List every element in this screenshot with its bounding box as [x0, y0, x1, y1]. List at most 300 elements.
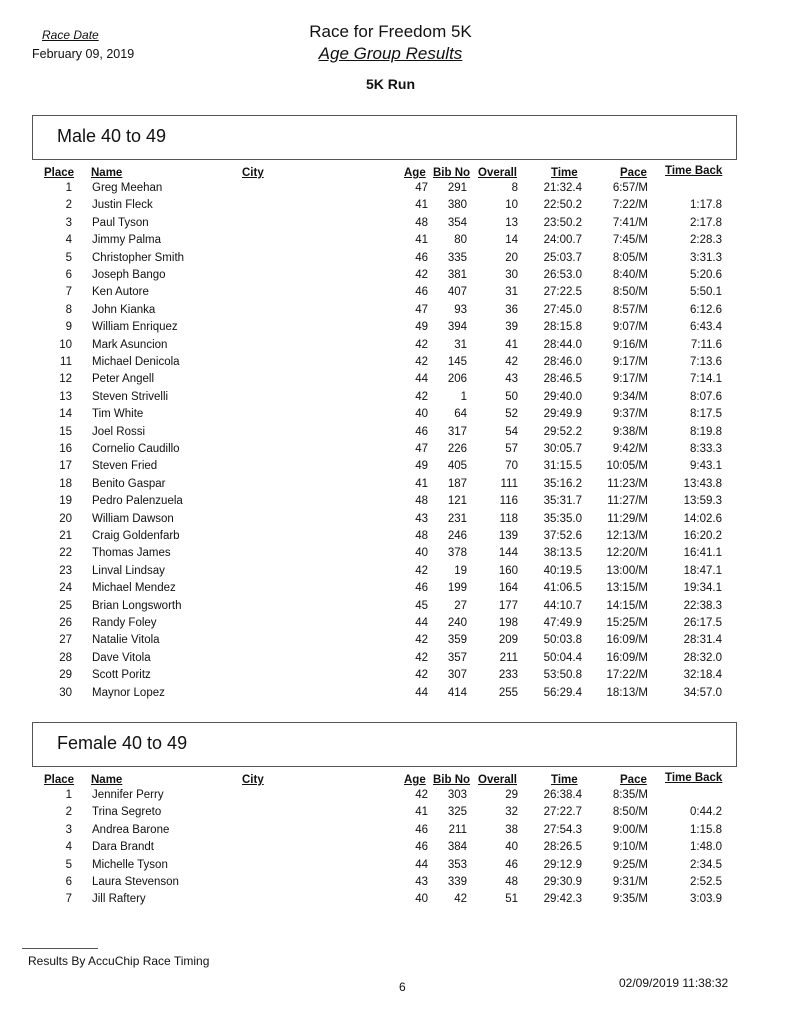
cell-age: 47	[415, 182, 428, 194]
cell-time: 28:46.5	[543, 373, 582, 386]
cell-overall: 118	[499, 512, 518, 525]
cell-age: 40	[415, 547, 428, 560]
cell-age: 48	[415, 530, 428, 542]
cell-name: Steven Fried	[92, 460, 158, 473]
column-header-age: Age	[404, 167, 426, 179]
cell-time: 40:19.5	[543, 564, 582, 577]
cell-time-back: 1:17.8	[690, 199, 722, 212]
cell-name: Peter Angell	[92, 373, 155, 386]
cell-bib: 307	[447, 669, 467, 682]
result-row	[0, 373, 791, 390]
cell-name: Brian Longsworth	[92, 599, 182, 612]
cell-pace: 6:57/M	[612, 182, 648, 194]
cell-age: 42	[415, 356, 428, 368]
cell-place: 5	[65, 858, 72, 871]
cell-time-back: 7:11.6	[690, 338, 722, 351]
cell-overall: 51	[505, 893, 518, 906]
result-row	[0, 286, 791, 303]
cell-bib: 407	[447, 286, 467, 299]
cell-pace: 11:27/M	[607, 495, 648, 508]
cell-pace: 10:05/M	[606, 460, 648, 473]
cell-bib: 339	[447, 876, 467, 888]
cell-place: 2	[65, 806, 72, 819]
result-row	[0, 182, 791, 199]
cell-time-back: 18:47.1	[683, 564, 722, 577]
cell-name: Joseph Bango	[92, 269, 166, 281]
cell-name: Linval Lindsay	[92, 564, 165, 577]
cell-age: 42	[415, 564, 428, 577]
cell-time: 27:22.5	[543, 286, 582, 299]
cell-overall: 54	[505, 425, 518, 438]
cell-time-back: 16:20.2	[683, 530, 722, 542]
cell-name: Laura Stevenson	[92, 876, 179, 888]
cell-place: 30	[59, 686, 72, 699]
page-subtitle: Age Group Results	[318, 44, 463, 63]
result-row	[0, 495, 791, 512]
cell-name: Michelle Tyson	[92, 858, 168, 871]
cell-place: 25	[59, 599, 72, 612]
cell-name: Maynor Lopez	[92, 686, 165, 699]
cell-overall: 255	[498, 686, 518, 699]
cell-place: 11	[60, 356, 72, 368]
cell-bib: 19	[454, 564, 467, 577]
cell-bib: 226	[447, 443, 467, 455]
cell-age: 41	[415, 234, 428, 247]
cell-time: 41:06.5	[543, 582, 582, 595]
result-row	[0, 687, 791, 704]
cell-age: 46	[415, 823, 428, 836]
cell-age: 42	[415, 634, 428, 647]
cell-name: Cornelio Caudillo	[92, 443, 180, 455]
cell-age: 42	[415, 338, 428, 351]
cell-overall: 8	[511, 182, 518, 194]
cell-age: 47	[415, 443, 428, 455]
cell-overall: 70	[505, 460, 518, 473]
page-title: Race for Freedom 5K	[309, 22, 472, 41]
cell-time: 29:49.9	[543, 408, 582, 421]
column-header-pace: Pace	[620, 167, 647, 179]
cell-bib: 80	[454, 234, 467, 247]
cell-time-back: 0:44.2	[690, 806, 722, 819]
cell-overall: 233	[498, 669, 518, 682]
cell-time-back: 34:57.0	[683, 686, 722, 699]
cell-pace: 13:00/M	[606, 564, 648, 577]
cell-time: 28:15.8	[543, 321, 582, 334]
cell-place: 6	[65, 269, 72, 281]
cell-place: 18	[59, 477, 72, 490]
race-date-label: Race Date	[42, 28, 99, 42]
cell-overall: 39	[505, 321, 518, 334]
cell-pace: 7:45/M	[612, 234, 648, 247]
cell-bib: 354	[447, 216, 467, 229]
cell-place: 4	[65, 841, 72, 854]
cell-time: 22:50.2	[543, 199, 582, 212]
result-row	[0, 876, 791, 893]
cell-overall: 10	[505, 199, 518, 212]
cell-age: 44	[415, 858, 428, 871]
cell-age: 41	[415, 199, 428, 212]
cell-place: 24	[59, 582, 72, 595]
cell-time-back: 13:43.8	[683, 477, 722, 490]
cell-time: 50:04.4	[543, 651, 582, 664]
cell-place: 16	[59, 443, 72, 455]
cell-time-back: 2:52.5	[690, 876, 722, 888]
column-header-age: Age	[404, 774, 426, 786]
cell-age: 46	[415, 251, 428, 264]
result-row	[0, 824, 791, 841]
cell-pace: 8:35/M	[612, 789, 648, 801]
cell-pace: 16:09/M	[606, 651, 648, 664]
cell-pace: 9:25/M	[612, 858, 648, 871]
cell-pace: 9:00/M	[612, 823, 648, 836]
cell-time: 27:45.0	[543, 303, 582, 316]
cell-place: 28	[59, 651, 72, 664]
cell-pace: 9:38/M	[612, 425, 648, 438]
cell-bib: 414	[447, 686, 467, 699]
cell-name: Pedro Palenzuela	[92, 495, 183, 508]
cell-bib: 1	[460, 390, 467, 403]
result-row	[0, 806, 791, 823]
cell-time-back: 32:18.4	[683, 669, 722, 682]
cell-overall: 38	[505, 823, 518, 836]
cell-bib: 335	[447, 251, 467, 264]
cell-overall: 211	[499, 651, 518, 664]
cell-pace: 9:10/M	[612, 841, 648, 854]
cell-time: 26:53.0	[543, 269, 582, 281]
cell-name: Scott Poritz	[92, 669, 151, 682]
cell-overall: 40	[505, 841, 518, 854]
cell-name: Jill Raftery	[92, 893, 146, 906]
column-header-overall: Overall	[478, 774, 517, 786]
cell-place: 21	[59, 530, 72, 542]
cell-name: Jimmy Palma	[92, 234, 162, 247]
cell-pace: 17:22/M	[606, 669, 648, 682]
result-row	[0, 408, 791, 425]
cell-time-back: 13:59.3	[683, 495, 722, 508]
cell-time: 50:03.8	[543, 634, 582, 647]
cell-pace: 8:57/M	[612, 303, 648, 316]
cell-name: Mark Asuncion	[92, 338, 168, 351]
result-row	[0, 582, 791, 599]
result-row	[0, 234, 791, 251]
cell-place: 19	[59, 495, 72, 508]
cell-bib: 384	[447, 841, 467, 854]
result-row	[0, 530, 791, 547]
cell-overall: 13	[505, 216, 518, 229]
print-timestamp: 02/09/2019 11:38:32	[619, 976, 729, 990]
cell-bib: 317	[447, 425, 467, 438]
cell-age: 49	[415, 321, 428, 334]
cell-pace: 8:50/M	[612, 286, 648, 299]
cell-overall: 41	[505, 338, 518, 351]
cell-bib: 42	[454, 893, 467, 906]
cell-pace: 18:13/M	[606, 686, 648, 699]
cell-overall: 52	[505, 408, 518, 421]
cell-place: 12	[59, 373, 72, 386]
cell-name: Paul Tyson	[92, 216, 149, 229]
cell-place: 14	[59, 408, 72, 421]
cell-time-back: 14:02.6	[683, 512, 722, 525]
cell-name: Dave Vitola	[92, 651, 151, 664]
cell-time: 29:52.2	[543, 425, 582, 438]
cell-time-back: 8:33.3	[690, 443, 722, 455]
group-title: Male 40 to 49	[57, 126, 167, 146]
column-header-place: Place	[44, 167, 75, 179]
result-row	[0, 321, 791, 338]
result-row	[0, 789, 791, 806]
cell-place: 6	[65, 876, 72, 888]
cell-overall: 42	[505, 356, 518, 368]
column-header-place: Place	[44, 774, 75, 786]
cell-time: 23:50.2	[543, 216, 582, 229]
cell-name: Justin Fleck	[92, 199, 153, 212]
cell-time: 35:31.7	[543, 495, 582, 508]
cell-age: 41	[415, 806, 428, 819]
cell-bib: 31	[454, 338, 467, 351]
cell-bib: 359	[447, 634, 467, 647]
cell-pace: 15:25/M	[606, 617, 648, 629]
cell-overall: 164	[498, 582, 518, 595]
column-header-city: City	[242, 167, 264, 179]
cell-pace: 7:41/M	[612, 216, 648, 229]
result-row	[0, 652, 791, 669]
cell-place: 1	[65, 789, 72, 801]
cell-age: 42	[415, 789, 428, 801]
column-header-name: Name	[91, 774, 123, 786]
cell-bib: 381	[447, 269, 467, 281]
result-row	[0, 217, 791, 234]
result-row	[0, 893, 791, 910]
cell-name: Christopher Smith	[92, 251, 185, 264]
cell-overall: 198	[498, 617, 518, 629]
cell-bib: 405	[447, 460, 467, 473]
cell-overall: 30	[505, 269, 518, 281]
group-header-box	[32, 115, 737, 160]
result-row	[0, 669, 791, 686]
column-header-time: Time	[551, 167, 578, 179]
cell-name: Michael Mendez	[92, 582, 176, 595]
cell-pace: 9:17/M	[612, 373, 648, 386]
column-header-city: City	[242, 774, 264, 786]
cell-bib: 93	[454, 303, 467, 316]
cell-overall: 31	[505, 286, 518, 299]
cell-place: 17	[59, 460, 72, 473]
cell-name: John Kianka	[92, 303, 156, 316]
column-header-bib: Bib No	[433, 774, 471, 786]
race-date: February 09, 2019	[32, 47, 135, 61]
cell-time-back: 7:13.6	[690, 356, 722, 368]
cell-bib: 325	[447, 806, 467, 819]
cell-overall: 32	[505, 806, 518, 819]
cell-place: 3	[65, 216, 72, 229]
cell-name: Andrea Barone	[92, 823, 170, 836]
cell-time: 28:46.0	[543, 356, 582, 368]
cell-overall: 36	[505, 303, 518, 316]
cell-time-back: 26:17.5	[683, 617, 722, 629]
cell-time: 35:16.2	[543, 477, 582, 490]
cell-age: 40	[415, 893, 428, 906]
cell-time-back: 16:41.1	[683, 547, 722, 560]
column-header-time-back: Time Back	[665, 772, 723, 784]
cell-time: 37:52.6	[543, 530, 582, 542]
cell-place: 15	[59, 425, 72, 438]
footer-divider	[22, 948, 98, 949]
cell-place: 8	[65, 303, 72, 316]
column-header-pace: Pace	[620, 774, 647, 786]
cell-bib: 353	[447, 858, 467, 871]
cell-pace: 11:23/M	[607, 477, 648, 490]
result-row	[0, 617, 791, 634]
cell-bib: 380	[447, 199, 467, 212]
cell-place: 2	[65, 199, 72, 212]
cell-name: William Dawson	[92, 512, 174, 525]
cell-time: 29:42.3	[543, 893, 582, 906]
cell-pace: 8:50/M	[612, 806, 648, 819]
cell-bib: 199	[447, 582, 467, 595]
cell-place: 20	[59, 512, 72, 525]
cell-place: 5	[65, 251, 72, 264]
cell-bib: 240	[447, 617, 467, 629]
result-row	[0, 478, 791, 495]
result-row	[0, 426, 791, 443]
result-row	[0, 565, 791, 582]
page-number: 6	[399, 980, 406, 994]
cell-time: 27:54.3	[543, 823, 582, 836]
cell-name: Ken Autore	[92, 286, 149, 299]
cell-time: 21:32.4	[543, 182, 582, 194]
cell-age: 46	[415, 841, 428, 854]
cell-name: Dara Brandt	[92, 841, 155, 854]
cell-place: 26	[59, 617, 72, 629]
result-row	[0, 443, 791, 460]
cell-age: 48	[415, 216, 428, 229]
cell-age: 42	[415, 390, 428, 403]
cell-place: 10	[59, 338, 72, 351]
cell-bib: 303	[447, 789, 467, 801]
cell-time: 28:26.5	[543, 841, 582, 854]
cell-bib: 378	[447, 547, 467, 560]
column-header-name: Name	[91, 167, 123, 179]
cell-name: Randy Foley	[92, 617, 157, 629]
cell-time: 26:38.4	[543, 789, 582, 801]
cell-overall: 50	[505, 390, 518, 403]
cell-pace: 9:31/M	[612, 876, 648, 888]
cell-age: 45	[415, 599, 428, 612]
cell-name: Trina Segreto	[92, 806, 162, 819]
result-row	[0, 841, 791, 858]
cell-overall: 20	[505, 251, 518, 264]
result-row	[0, 339, 791, 356]
cell-time-back: 1:48.0	[690, 841, 722, 854]
cell-time: 27:22.7	[543, 806, 582, 819]
cell-pace: 9:42/M	[612, 443, 648, 455]
cell-bib: 291	[447, 182, 467, 194]
cell-age: 43	[415, 876, 428, 888]
cell-overall: 116	[499, 495, 518, 508]
result-row	[0, 513, 791, 530]
cell-place: 29	[59, 669, 72, 682]
cell-name: Jennifer Perry	[92, 789, 164, 801]
result-row	[0, 600, 791, 617]
cell-age: 48	[415, 495, 428, 508]
cell-time: 38:13.5	[543, 547, 582, 560]
cell-overall: 57	[505, 443, 518, 455]
cell-bib: 27	[454, 599, 467, 612]
cell-age: 42	[415, 669, 428, 682]
cell-time: 30:05.7	[543, 443, 582, 455]
cell-name: Joel Rossi	[92, 425, 146, 438]
cell-bib: 246	[447, 530, 467, 542]
cell-pace: 12:20/M	[606, 547, 648, 560]
result-row	[0, 356, 791, 373]
cell-bib: 187	[447, 477, 467, 490]
cell-time-back: 5:20.6	[690, 269, 722, 281]
cell-time-back: 6:43.4	[690, 321, 722, 334]
cell-time-back: 19:34.1	[683, 582, 722, 595]
group-header-box	[32, 722, 737, 767]
cell-time-back: 2:34.5	[690, 858, 722, 871]
cell-place: 1	[65, 182, 72, 194]
cell-age: 46	[415, 286, 428, 299]
cell-overall: 48	[505, 876, 518, 888]
cell-pace: 9:07/M	[612, 321, 648, 334]
cell-name: Benito Gaspar	[92, 477, 166, 490]
cell-bib: 145	[447, 356, 467, 368]
cell-time: 25:03.7	[543, 251, 582, 264]
cell-age: 46	[415, 425, 428, 438]
cell-pace: 16:09/M	[606, 634, 648, 647]
cell-age: 44	[415, 617, 428, 629]
cell-pace: 12:13/M	[606, 530, 648, 542]
result-row	[0, 391, 791, 408]
cell-time-back: 2:28.3	[690, 234, 722, 247]
cell-place: 7	[65, 893, 72, 906]
cell-place: 23	[59, 564, 72, 577]
cell-time-back: 3:03.9	[690, 893, 722, 906]
cell-bib: 121	[447, 495, 467, 508]
cell-time-back: 7:14.1	[690, 373, 722, 386]
cell-place: 7	[65, 286, 72, 299]
cell-overall: 29	[505, 789, 518, 801]
cell-time: 44:10.7	[543, 599, 582, 612]
cell-age: 42	[415, 651, 428, 664]
cell-time-back: 22:38.3	[683, 599, 722, 612]
cell-age: 42	[415, 269, 428, 281]
cell-time: 29:12.9	[543, 858, 582, 871]
cell-time-back: 28:31.4	[683, 634, 722, 647]
result-row	[0, 252, 791, 269]
cell-name: Steven Strivelli	[92, 390, 169, 403]
cell-name: Thomas James	[92, 547, 171, 560]
cell-time: 56:29.4	[543, 686, 582, 699]
cell-overall: 43	[505, 373, 518, 386]
cell-pace: 7:22/M	[612, 199, 648, 212]
cell-pace: 9:37/M	[612, 408, 648, 421]
result-row	[0, 269, 791, 286]
cell-place: 27	[59, 634, 72, 647]
cell-pace: 9:34/M	[612, 390, 648, 403]
cell-place: 13	[59, 390, 72, 403]
cell-overall: 177	[498, 599, 518, 612]
cell-age: 40	[415, 408, 428, 421]
cell-place: 22	[59, 547, 72, 560]
event-name: 5K Run	[366, 76, 415, 92]
column-header-time-back: Time Back	[665, 165, 723, 177]
cell-time-back: 3:31.3	[690, 251, 722, 264]
cell-pace: 9:17/M	[612, 356, 648, 368]
result-row	[0, 304, 791, 321]
cell-pace: 14:15/M	[606, 599, 648, 612]
